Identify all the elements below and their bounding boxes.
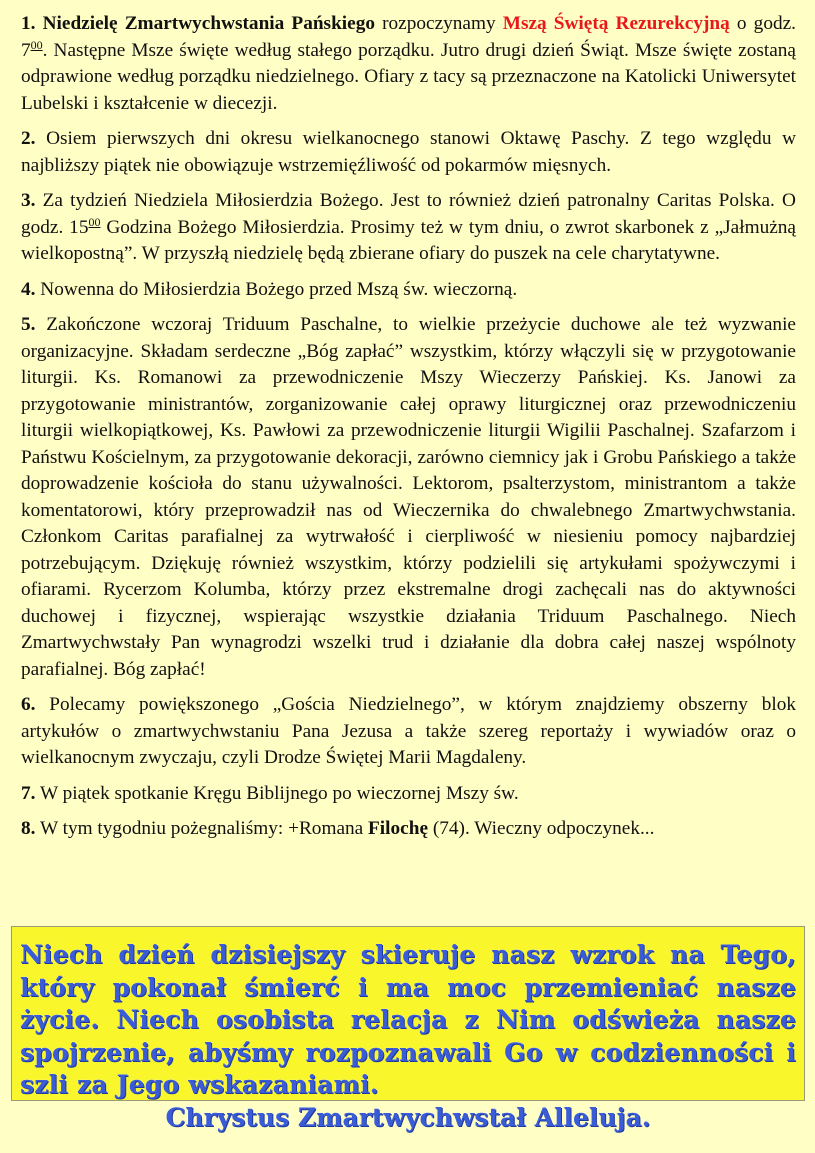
announcement-bold-lead: Niedzielę Zmartwychwstania Pańskiego bbox=[42, 13, 375, 34]
announcement-number: 5. bbox=[21, 314, 36, 335]
announcement-text: (74). Wieczny odpoczynek... bbox=[428, 818, 655, 839]
announcement-number: 1. bbox=[21, 13, 36, 34]
announcement-6 bbox=[21, 692, 796, 772]
announcement-number: 6. bbox=[21, 694, 36, 715]
announcement-number: 3. bbox=[21, 190, 36, 211]
time-minutes-superscript: 00 bbox=[88, 214, 101, 229]
announcement-3 bbox=[21, 188, 796, 268]
announcement-7 bbox=[21, 781, 796, 808]
announcement-text: Osiem pierwszych dni okresu wielkanocnego stanowi Oktawę Paschy. Z tego względu w najbliższy piątek nie obowiązuje wstrzemięźliwość od pokarmów mięsnych. bbox=[21, 128, 796, 176]
announcement-text: rozpoczynamy bbox=[374, 13, 503, 34]
announcement-text: Polecamy powiększonego „Gościa Niedzielnego”, w którym znajdziemy obszerny blok artykułów o zmartwychwstaniu Pana Jezusa a także szereg reportaży i wywiadów oraz o wielkanocnym zwyczaju, czyli Drodze Świętej Marii Magdaleny. bbox=[21, 694, 796, 768]
announcement-text: Nowenna do Miłosierdzia Bożego przed Mszą św. wieczorną. bbox=[35, 278, 518, 300]
announcement-1 bbox=[21, 11, 796, 117]
announcement-text: . Następne Msze święte według stałego porządku. Jutro drugi dzień Świąt. Msze święte zostaną odprawione według porządku niedzielnego. Ofiary z tacy są przeznaczone na Katolicki Uniwersytet Lubelski i kształcenie w diecezji. bbox=[21, 39, 796, 114]
announcement-number: 2. bbox=[21, 128, 36, 149]
announcement-2 bbox=[21, 126, 796, 179]
announcement-number: 4. bbox=[21, 278, 36, 300]
deceased-surname: Filochę bbox=[368, 818, 429, 839]
announcement-8 bbox=[21, 816, 796, 843]
announcement-5 bbox=[21, 312, 796, 683]
announcement-text: Za tydzień Niedziela Miłosierdzia Bożego. Jest to również dzień patronalny Caritas Polska. O godz. 15 bbox=[21, 190, 796, 238]
time-minutes-superscript: 00 bbox=[30, 37, 43, 52]
closing-message-box bbox=[11, 926, 805, 1132]
closing-message-text: Niech dzień dzisiejszy skieruje nasz wzrok na Tego, który pokonał śmierć i ma moc przemieniać nasze życie. Niech osobista relacja z Nim odświeża nasze spojrzenie, abyśmy rozpoznawali Go w codzienności i szli za Jego wskazaniami. bbox=[20, 940, 796, 1099]
announcement-number: 7. bbox=[21, 782, 36, 804]
announcement-text: Zakończone wczoraj Triduum Paschalne, to wielkie przeżycie duchowe ale też wyzwanie organizacyjne. Składam serdeczne „Bóg zapłać” wszystkim, którzy włączyli się w przygotowanie liturgii. Ks. Romanowi za przewodniczenie Mszy Wieczerzy Pańskiej. Ks. Janowi za przygotowanie ministrantów, zorganizowanie całej oprawy liturgicznej oraz przewodniczeniu liturgii wielkopiątkowej, Ks. Pawłowi za przewodniczenie liturgii Wigilii Paschalnej. Szafarzom i Państwu Kościelnym, za przygotowanie dekoracji, zarówno ciemnicy jak i Grobu Pańskiego a także doprowadzenie kościoła do stanu używalności. Lektorom, psalterzystom, ministrantom a także komentatorowi, który przeprowadził nas od Wieczernika do chwalebnego Zmartwychwstania. Członkom Caritas parafialnej za wytrwałość i cierpliwość w niesieniu pomocy najbardziej potrzebującym. Dziękuję również wszystkim, którzy podzielili się artykułami spożywczymi i ofiarami. Rycerzom Kolumba, którzy przez ekstremalne drogi zachęcali nas do aktywności duchowej i fizycznej, wspierając wszystkie działania Triduum Paschalnego. Niech Zmartwychwstały Pan wynagrodzi wszelki trud i działanie dla dobra całej naszej wspólnoty parafialnej. Bóg zapłać! bbox=[21, 314, 796, 680]
announcement-text: W piątek spotkanie Kręgu Biblijnego po wieczornej Mszy św. bbox=[35, 782, 519, 804]
closing-signature: Chrystus Zmartwychwstał Alleluja. bbox=[165, 1102, 651, 1132]
highlighted-mass-name: Mszą Świętą Rezurekcyjną bbox=[502, 13, 730, 34]
announcement-number: 8. bbox=[21, 818, 36, 839]
announcement-text: o godz. 7 bbox=[21, 13, 796, 61]
announcement-text: W tym tygodniu pożegnaliśmy: +Romana bbox=[35, 818, 369, 839]
announcements-list bbox=[21, 11, 796, 852]
announcement-text: Godzina Bożego Miłosierdzia. Prosimy też w tym dniu, o zwrot skarbonek z „Jałmużną wielkopostną”. W przyszłą niedzielę będą zbierane ofiary do puszek na cele charytatywne. bbox=[21, 216, 796, 264]
announcement-4 bbox=[21, 277, 796, 304]
